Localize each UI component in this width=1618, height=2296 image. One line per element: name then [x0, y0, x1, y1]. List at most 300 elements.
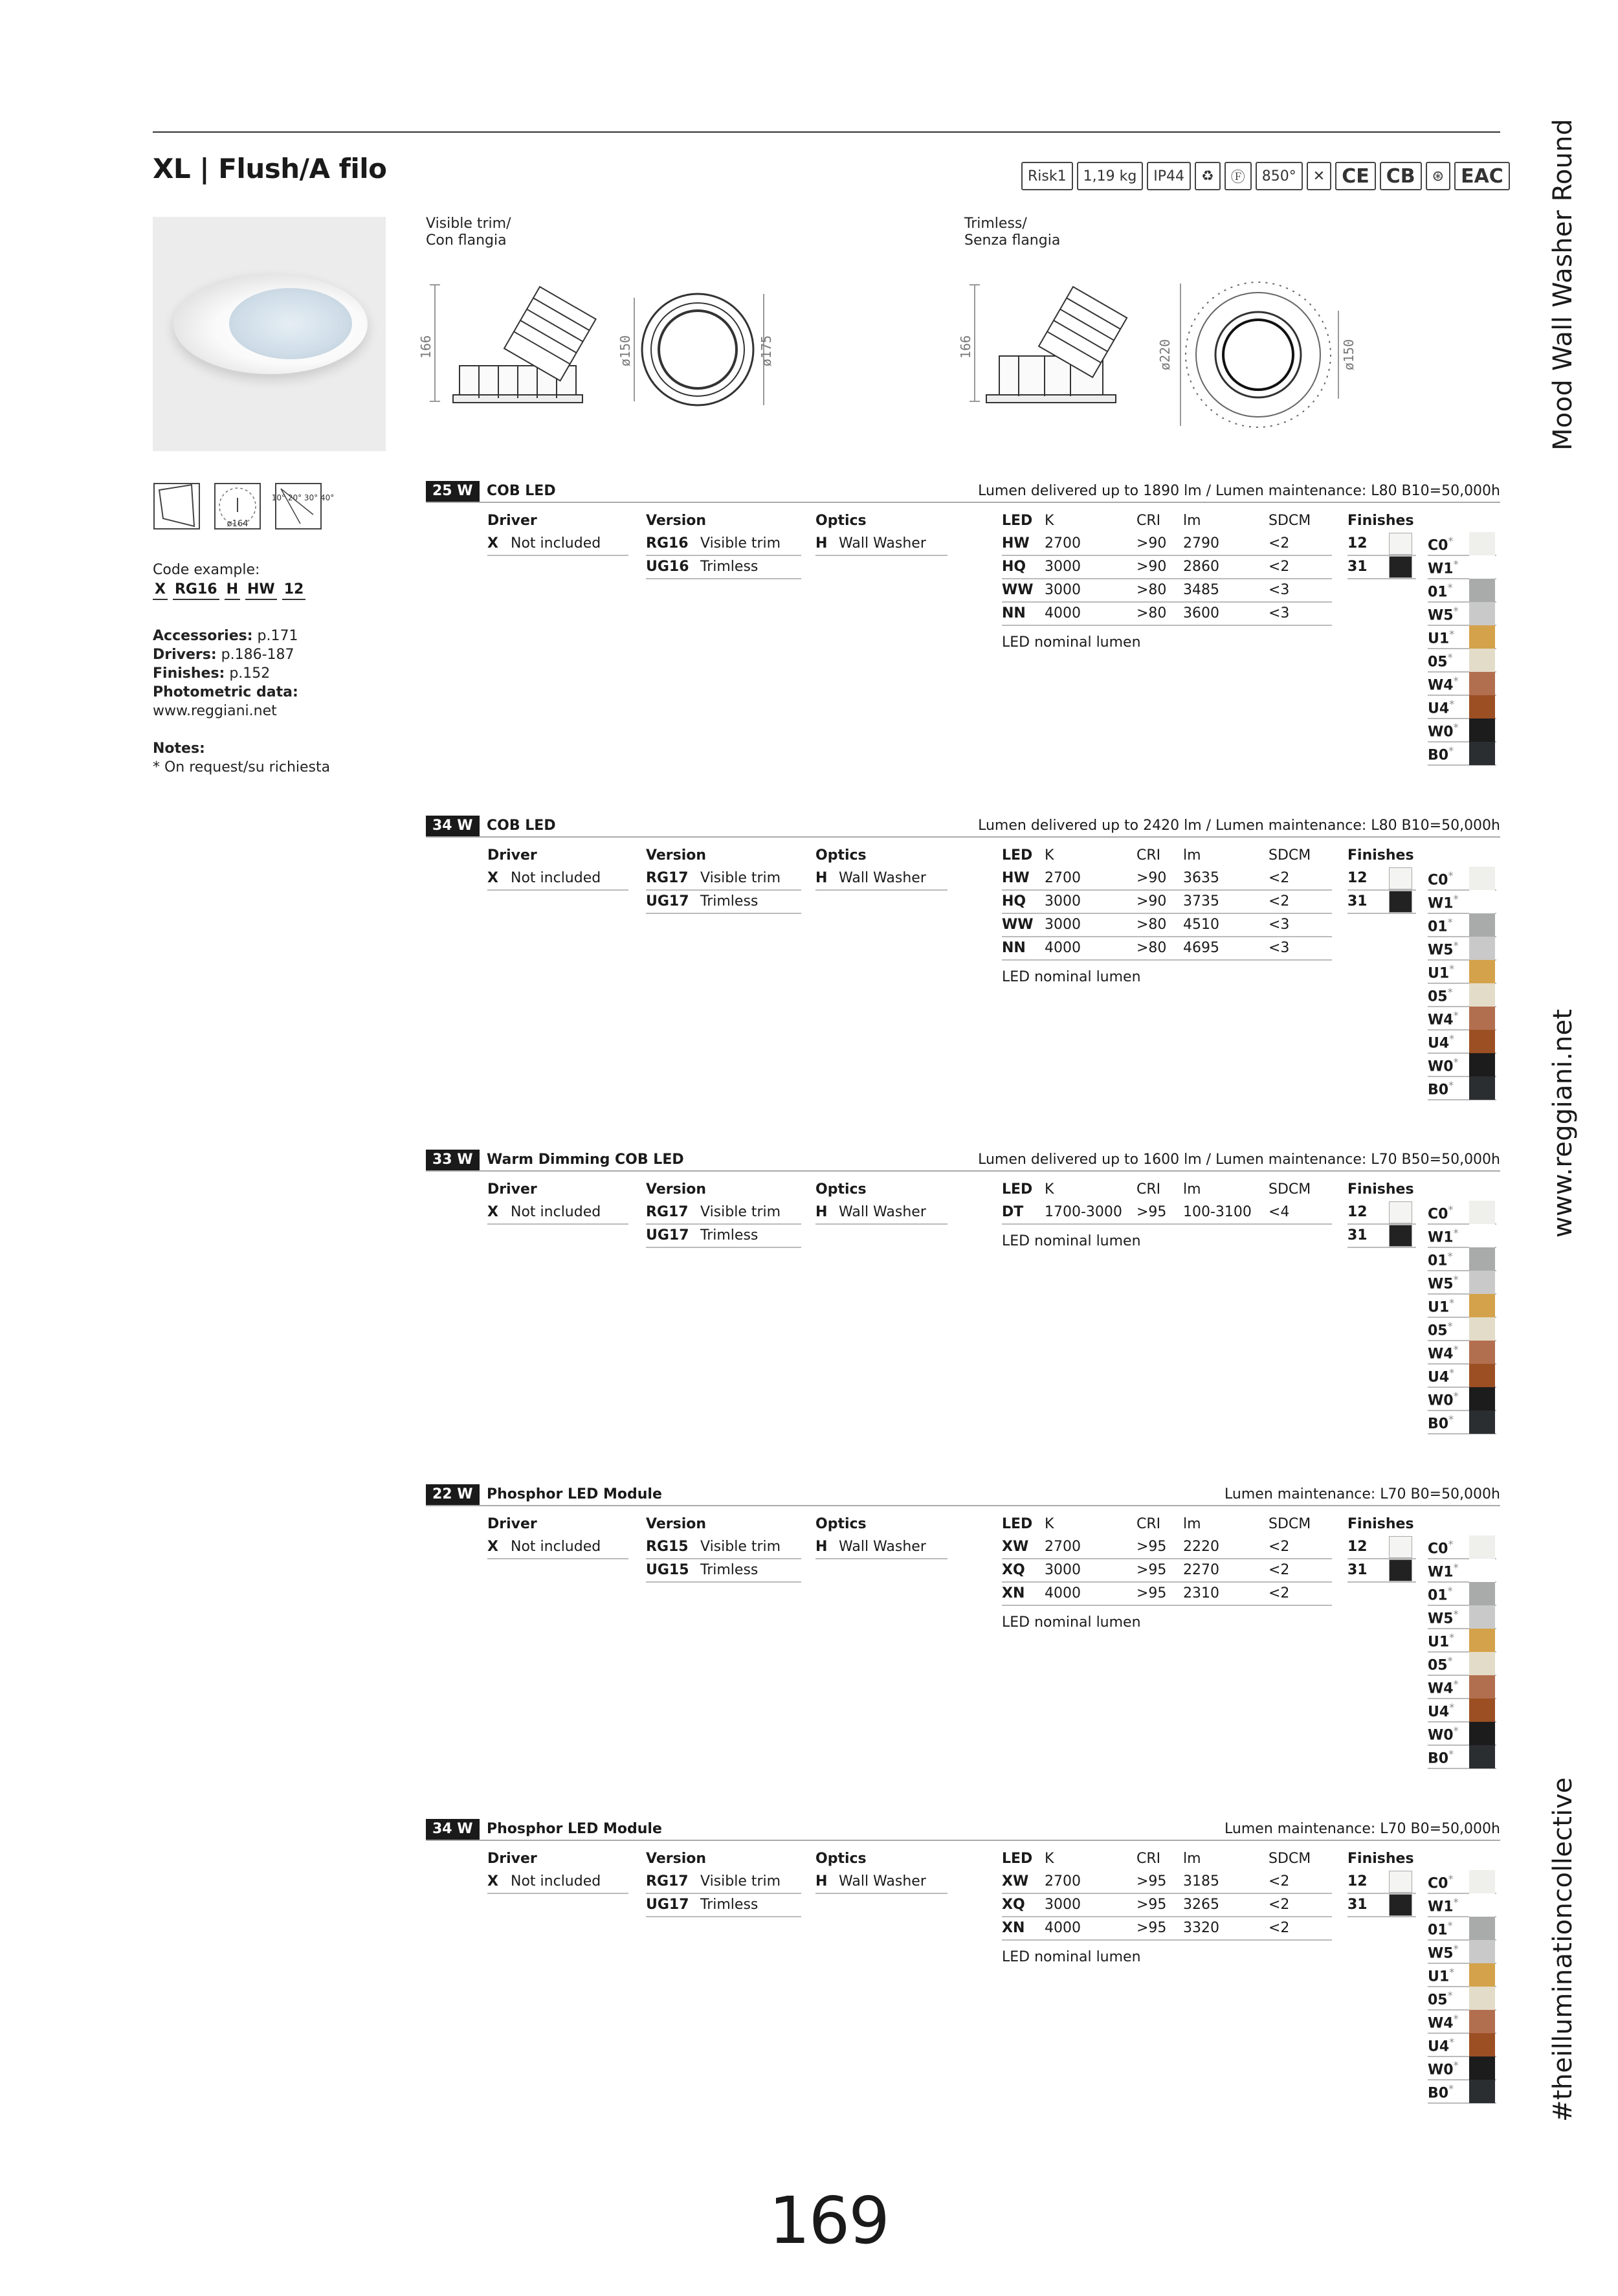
- palette-row: [1428, 1722, 1496, 1746]
- palette-code-text: W0: [1428, 724, 1454, 741]
- palette-code: C0*: [1428, 535, 1454, 554]
- version-option: [646, 1894, 801, 1917]
- version-label: Visible trim: [700, 535, 781, 552]
- driver-header: Driver: [487, 1181, 537, 1198]
- palette-row: [1428, 1653, 1496, 1676]
- led-cri: >90: [1136, 535, 1167, 552]
- notes-text: * On request/su richiesta: [153, 759, 331, 775]
- led-code: XQ: [1002, 1897, 1025, 1913]
- led-lumen: 3485: [1183, 582, 1219, 598]
- led-lumen: 3635: [1183, 870, 1219, 886]
- led-kelvin: 3000: [1045, 582, 1081, 598]
- palette-code-text: W1: [1428, 561, 1454, 577]
- led-table-header: [1002, 1847, 1332, 1871]
- led-table: [1002, 1178, 1332, 1253]
- palette-swatch: [1469, 1364, 1495, 1387]
- finish-option: [1347, 867, 1416, 891]
- driver-column: [487, 844, 628, 891]
- palette-swatch: [1469, 1940, 1495, 1963]
- palette-code-text: B0: [1428, 1082, 1449, 1098]
- palette-swatch: [1469, 1341, 1495, 1364]
- palette-code-text: 05: [1428, 654, 1448, 671]
- palette-row: [1428, 1871, 1496, 1894]
- led-table: [1002, 1513, 1332, 1634]
- palette-code-text: U1: [1428, 1634, 1450, 1651]
- palette-code-text: W4: [1428, 677, 1454, 694]
- led-cri: >95: [1136, 1920, 1167, 1936]
- sdcm-header: SDCM: [1269, 513, 1311, 529]
- palette-code: W1*: [1428, 1896, 1459, 1915]
- palette-row: [1428, 1536, 1496, 1559]
- finish-swatch: [1389, 891, 1412, 913]
- version-code: RG16: [646, 535, 689, 552]
- optics-code: H: [815, 535, 828, 552]
- code-example-finish: 12: [282, 581, 306, 600]
- finish-option: [1347, 533, 1416, 556]
- cri-header: CRI: [1136, 847, 1161, 864]
- led-row: [1002, 1894, 1332, 1917]
- palette-code-text: U1: [1428, 1299, 1450, 1316]
- led-table-header: [1002, 1178, 1332, 1201]
- finish-option: [1347, 1536, 1416, 1559]
- led-row: [1002, 937, 1332, 961]
- code-example-label: Code example:: [153, 562, 260, 578]
- palette-row: [1428, 1007, 1496, 1031]
- palette-row: [1428, 2080, 1496, 2104]
- palette-code: W5*: [1428, 1273, 1459, 1293]
- sdcm-header: SDCM: [1269, 847, 1311, 864]
- palette-code: 05*: [1428, 1655, 1453, 1674]
- glow-wire-icon: 850°: [1256, 162, 1303, 190]
- tl-height-dim: 166: [958, 335, 974, 359]
- led-lumen: 3735: [1183, 893, 1219, 909]
- finish-palette: [1428, 1201, 1496, 1434]
- palette-code-text: C0: [1428, 1206, 1448, 1223]
- palette-code-text: W0: [1428, 1392, 1454, 1409]
- palette-code: U4*: [1428, 1366, 1455, 1386]
- palette-code-text: W5: [1428, 942, 1454, 959]
- led-lumen: 4695: [1183, 940, 1219, 956]
- version-code: RG17: [646, 1873, 689, 1889]
- palette-code-text: C0: [1428, 1875, 1448, 1892]
- palette-code-text: U4: [1428, 1704, 1450, 1721]
- optics-option: [815, 1536, 948, 1559]
- version-header: Version: [646, 1851, 707, 1867]
- palette-code-text: U4: [1428, 2038, 1450, 2055]
- palette-code-text: W1: [1428, 1229, 1454, 1246]
- palette-swatch: [1469, 1007, 1495, 1030]
- led-sdcm: <3: [1269, 582, 1290, 598]
- rcm-mark-icon: ⊛: [1426, 162, 1450, 190]
- version-code: RG17: [646, 1204, 689, 1220]
- led-sdcm: <2: [1269, 1585, 1290, 1601]
- finish-option: [1347, 1201, 1416, 1225]
- driver-header: Driver: [487, 1516, 537, 1532]
- visible-trim-label: Visible trim/ Con flangia: [426, 216, 511, 249]
- led-row: [1002, 1917, 1332, 1941]
- finishes-header: Finishes: [1347, 847, 1414, 864]
- driver-column: [487, 1847, 628, 1894]
- led-table-header: [1002, 844, 1332, 867]
- palette-code-text: W0: [1428, 1727, 1454, 1744]
- led-sdcm: <2: [1269, 535, 1290, 552]
- palette-row: [1428, 1583, 1496, 1606]
- palette-row: [1428, 1987, 1496, 2011]
- photometric-value: www.reggiani.net: [153, 703, 277, 719]
- palette-row: [1428, 1318, 1496, 1341]
- led-header: LED: [1002, 1516, 1033, 1532]
- tl-inner-diameter-dim: ø150: [1341, 339, 1357, 371]
- palette-swatch: [1469, 890, 1495, 913]
- led-kelvin: 2700: [1045, 1539, 1081, 1555]
- palette-code-text: B0: [1428, 1416, 1449, 1432]
- optics-label: Wall Washer: [839, 1204, 926, 1220]
- palette-code: W0*: [1428, 1724, 1459, 1744]
- led-sdcm: <2: [1269, 1562, 1290, 1578]
- version-header: Version: [646, 513, 707, 529]
- variant-title: Phosphor LED Module: [487, 1821, 662, 1837]
- led-header: LED: [1002, 1181, 1033, 1198]
- finish-code: 12: [1347, 870, 1368, 886]
- palette-code: 05*: [1428, 1989, 1453, 2009]
- cri-header: CRI: [1136, 1851, 1161, 1867]
- sdcm-header: SDCM: [1269, 1516, 1311, 1532]
- palette-code-text: 01: [1428, 584, 1448, 601]
- led-nominal-note: LED nominal lumen: [1002, 634, 1141, 651]
- palette-swatch: [1469, 867, 1495, 890]
- palette-code: 01*: [1428, 581, 1453, 601]
- palette-code: W0*: [1428, 2059, 1459, 2079]
- palette-row: [1428, 1077, 1496, 1100]
- finish-swatch: [1389, 1201, 1412, 1223]
- version-label: Visible trim: [700, 870, 781, 886]
- finishes-column: [1347, 509, 1416, 579]
- led-lumen: 2860: [1183, 559, 1219, 575]
- palette-row: [1428, 1606, 1496, 1629]
- led-kelvin: 3000: [1045, 1562, 1081, 1578]
- palette-swatch: [1469, 2056, 1495, 2080]
- trimless-side-view: [970, 285, 1127, 403]
- palette-code: W4*: [1428, 1343, 1459, 1363]
- finish-code: 31: [1347, 559, 1368, 575]
- palette-code-text: W5: [1428, 1276, 1454, 1293]
- led-lumen: 2310: [1183, 1585, 1219, 1601]
- palette-swatch: [1469, 1247, 1495, 1271]
- variant-block: [426, 1150, 1500, 1473]
- finish-code: 12: [1347, 1204, 1368, 1220]
- palette-code: W1*: [1428, 1561, 1459, 1581]
- palette-code-text: W5: [1428, 1611, 1454, 1627]
- palette-code-text: C0: [1428, 872, 1448, 889]
- certification-icons: [1021, 162, 1510, 190]
- palette-code-text: W0: [1428, 2062, 1454, 2079]
- palette-code: W4*: [1428, 1009, 1459, 1029]
- led-lumen: 100-3100: [1183, 1204, 1252, 1220]
- palette-swatch: [1469, 532, 1495, 555]
- driver-code: X: [487, 1539, 498, 1555]
- variant-block: [426, 816, 1500, 1139]
- palette-swatch: [1469, 649, 1495, 672]
- led-cri: >95: [1136, 1897, 1167, 1913]
- led-sdcm: <2: [1269, 1897, 1290, 1913]
- palette-code: B0*: [1428, 744, 1454, 764]
- palette-swatch: [1469, 625, 1495, 649]
- palette-code-text: W1: [1428, 1899, 1454, 1915]
- palette-row: [1428, 673, 1496, 696]
- driver-option: [487, 1871, 628, 1894]
- version-header: Version: [646, 847, 707, 864]
- k-header: K: [1045, 847, 1054, 864]
- palette-row: [1428, 579, 1496, 603]
- palette-swatch: [1469, 695, 1495, 719]
- version-option: [646, 1201, 801, 1225]
- palette-row: [1428, 626, 1496, 649]
- palette-code-text: B0: [1428, 1750, 1449, 1767]
- palette-swatch: [1469, 1629, 1495, 1652]
- palette-code-text: 01: [1428, 919, 1448, 935]
- led-lumen: 3265: [1183, 1897, 1219, 1913]
- version-option: [646, 867, 801, 891]
- palette-swatch: [1469, 1559, 1495, 1582]
- beam-angle-icon: [271, 482, 335, 530]
- led-code: HW: [1002, 870, 1030, 886]
- led-table: [1002, 1847, 1332, 1969]
- finish-swatch: [1389, 1871, 1412, 1893]
- palette-swatch: [1469, 1582, 1495, 1605]
- led-row: [1002, 579, 1332, 603]
- led-cri: >95: [1136, 1204, 1167, 1220]
- palette-row: [1428, 891, 1496, 914]
- notes-label: Notes:: [153, 741, 205, 757]
- palette-swatch: [1469, 960, 1495, 983]
- optics-label: Wall Washer: [839, 1873, 926, 1889]
- palette-row: [1428, 696, 1496, 719]
- visible-trim-front-view: [634, 294, 764, 405]
- variant-title: COB LED: [487, 483, 556, 499]
- palette-code: U1*: [1428, 1966, 1455, 1985]
- led-sdcm: <4: [1269, 1204, 1290, 1220]
- led-code: NN: [1002, 940, 1026, 956]
- code-example: [153, 581, 305, 600]
- tl-outer-diameter-dim: ø220: [1157, 339, 1173, 371]
- palette-row: [1428, 533, 1496, 556]
- side-product-name: Mood Wall Washer Round: [1548, 118, 1578, 451]
- led-row: [1002, 891, 1332, 914]
- version-header: Version: [646, 1516, 707, 1532]
- led-kelvin: 2700: [1045, 870, 1081, 886]
- code-example-version: RG16: [173, 581, 219, 600]
- lumen-info: Lumen delivered up to 2420 lm / Lumen maintenance: L80 B10=50,000h: [978, 818, 1500, 834]
- palette-code: W1*: [1428, 893, 1459, 912]
- driver-code: X: [487, 870, 498, 886]
- code-example-optics: H: [225, 581, 240, 600]
- optics-label: Wall Washer: [839, 870, 926, 886]
- finish-option: [1347, 556, 1416, 579]
- driver-option: [487, 1201, 628, 1225]
- lm-header: lm: [1183, 1851, 1201, 1867]
- finish-option: [1347, 891, 1416, 914]
- version-option: [646, 1559, 801, 1583]
- k-header: K: [1045, 1516, 1054, 1532]
- palette-row: [1428, 1054, 1496, 1077]
- optics-header: Optics: [815, 513, 867, 529]
- led-row: [1002, 1871, 1332, 1894]
- palette-code: W0*: [1428, 721, 1459, 741]
- palette-row: [1428, 961, 1496, 984]
- palette-row: [1428, 1271, 1496, 1295]
- version-option: [646, 1871, 801, 1894]
- palette-code-text: 01: [1428, 1922, 1448, 1939]
- palette-swatch: [1469, 555, 1495, 579]
- code-example-driver: X: [153, 581, 168, 600]
- led-nominal-note: LED nominal lumen: [1002, 1233, 1141, 1249]
- lm-header: lm: [1183, 1516, 1201, 1532]
- palette-row: [1428, 984, 1496, 1007]
- palette-row: [1428, 1917, 1496, 1941]
- optics-column: [815, 1513, 948, 1559]
- driver-header: Driver: [487, 847, 537, 864]
- version-code: RG15: [646, 1539, 689, 1555]
- palette-row: [1428, 2057, 1496, 2080]
- palette-swatch: [1469, 1271, 1495, 1294]
- palette-swatch: [1469, 1652, 1495, 1675]
- palette-code-text: U1: [1428, 965, 1450, 982]
- version-code: RG17: [646, 870, 689, 886]
- finish-palette: [1428, 533, 1496, 766]
- palette-row: [1428, 649, 1496, 673]
- led-code: HQ: [1002, 893, 1026, 909]
- palette-code: W4*: [1428, 674, 1459, 694]
- led-lumen: 3320: [1183, 1920, 1219, 1936]
- palette-code: U1*: [1428, 963, 1455, 982]
- variant-title: Warm Dimming COB LED: [487, 1152, 684, 1168]
- side-hashtag: #theilluminationcollective: [1548, 1777, 1578, 2122]
- version-label: Visible trim: [700, 1873, 781, 1889]
- palette-code: C0*: [1428, 1538, 1454, 1557]
- finish-swatch: [1389, 556, 1412, 578]
- palette-code: W5*: [1428, 939, 1459, 959]
- led-code: HQ: [1002, 559, 1026, 575]
- finish-code: 12: [1347, 535, 1368, 552]
- palette-code-text: U4: [1428, 1369, 1450, 1386]
- led-kelvin: 3000: [1045, 1897, 1081, 1913]
- page-number: 169: [769, 2183, 889, 2258]
- led-kelvin: 4000: [1045, 1585, 1081, 1601]
- led-sdcm: <2: [1269, 1873, 1290, 1889]
- finishes-label: Finishes:: [153, 665, 225, 682]
- palette-code-text: W5: [1428, 607, 1454, 624]
- version-option: [646, 891, 801, 914]
- led-header: LED: [1002, 847, 1033, 864]
- palette-swatch: [1469, 937, 1495, 960]
- vt-outer-diameter-dim: ø175: [759, 335, 775, 367]
- palette-swatch: [1469, 1917, 1495, 1940]
- palette-swatch: [1469, 2010, 1495, 2033]
- led-code: XN: [1002, 1920, 1025, 1936]
- palette-code-text: U4: [1428, 700, 1450, 717]
- k-header: K: [1045, 1851, 1054, 1867]
- led-row: [1002, 603, 1332, 626]
- led-lumen: 2220: [1183, 1539, 1219, 1555]
- palette-swatch: [1469, 1722, 1495, 1745]
- finishes-column: [1347, 1178, 1416, 1248]
- optics-header: Optics: [815, 1516, 867, 1532]
- optics-header: Optics: [815, 847, 867, 864]
- palette-code: W5*: [1428, 1608, 1459, 1627]
- lm-header: lm: [1183, 513, 1201, 529]
- led-cri: >80: [1136, 582, 1167, 598]
- led-code: WW: [1002, 582, 1034, 598]
- vt-height-dim: 166: [418, 335, 434, 359]
- finish-code: 31: [1347, 1562, 1368, 1578]
- lumen-info: Lumen maintenance: L70 B0=50,000h: [1225, 1821, 1500, 1837]
- led-row: [1002, 1536, 1332, 1559]
- palette-code: 05*: [1428, 651, 1453, 671]
- driver-label: Not included: [511, 1873, 601, 1889]
- page-title: XL | Flush/A filo: [153, 153, 387, 184]
- optics-column: [815, 509, 948, 556]
- cri-header: CRI: [1136, 1181, 1161, 1198]
- version-code: UG16: [646, 559, 689, 575]
- led-code: XW: [1002, 1539, 1029, 1555]
- palette-row: [1428, 1031, 1496, 1054]
- led-nominal-note: LED nominal lumen: [1002, 1614, 1141, 1631]
- palette-swatch: [1469, 1675, 1495, 1699]
- visible-trim-drawings: [421, 272, 809, 440]
- version-column: [646, 1178, 801, 1248]
- k-header: K: [1045, 513, 1054, 529]
- palette-swatch: [1469, 1410, 1495, 1434]
- led-cri: >90: [1136, 893, 1167, 909]
- palette-code: B0*: [1428, 2082, 1454, 2102]
- eac-mark-icon: EAC: [1454, 162, 1510, 190]
- finish-swatch: [1389, 1536, 1412, 1558]
- palette-swatch: [1469, 1294, 1495, 1317]
- palette-code: W1*: [1428, 1227, 1459, 1246]
- finish-option: [1347, 1871, 1416, 1894]
- palette-row: [1428, 1941, 1496, 1964]
- palette-code: 05*: [1428, 1320, 1453, 1339]
- driver-header: Driver: [487, 513, 537, 529]
- led-sdcm: <3: [1269, 917, 1290, 933]
- optics-code: H: [815, 1873, 828, 1889]
- trimless-label: Trimless/ Senza flangia: [964, 216, 1061, 249]
- variant-header: [426, 1819, 1500, 1841]
- version-label: Trimless: [700, 893, 759, 909]
- palette-code: W0*: [1428, 1056, 1459, 1075]
- led-sdcm: <2: [1269, 1539, 1290, 1555]
- accessories-label: Accessories:: [153, 628, 253, 644]
- palette-row: [1428, 1559, 1496, 1583]
- palette-swatch: [1469, 2033, 1495, 2056]
- led-nominal-note: LED nominal lumen: [1002, 969, 1141, 985]
- optics-code: H: [815, 1539, 828, 1555]
- sdcm-header: SDCM: [1269, 1181, 1311, 1198]
- palette-code-text: 01: [1428, 1587, 1448, 1604]
- palette-code-text: B0: [1428, 2085, 1449, 2102]
- wattage-badge: 25 W: [426, 481, 480, 502]
- led-sdcm: <2: [1269, 893, 1290, 909]
- finishes-column: [1347, 1513, 1416, 1583]
- wattage-badge: 22 W: [426, 1484, 480, 1505]
- palette-code: W4*: [1428, 2012, 1459, 2032]
- variant-header: [426, 1150, 1500, 1172]
- optics-column: [815, 844, 948, 891]
- palette-row: [1428, 556, 1496, 579]
- led-kelvin: 4000: [1045, 1920, 1081, 1936]
- variant-header: [426, 816, 1500, 838]
- driver-label: Not included: [511, 1204, 601, 1220]
